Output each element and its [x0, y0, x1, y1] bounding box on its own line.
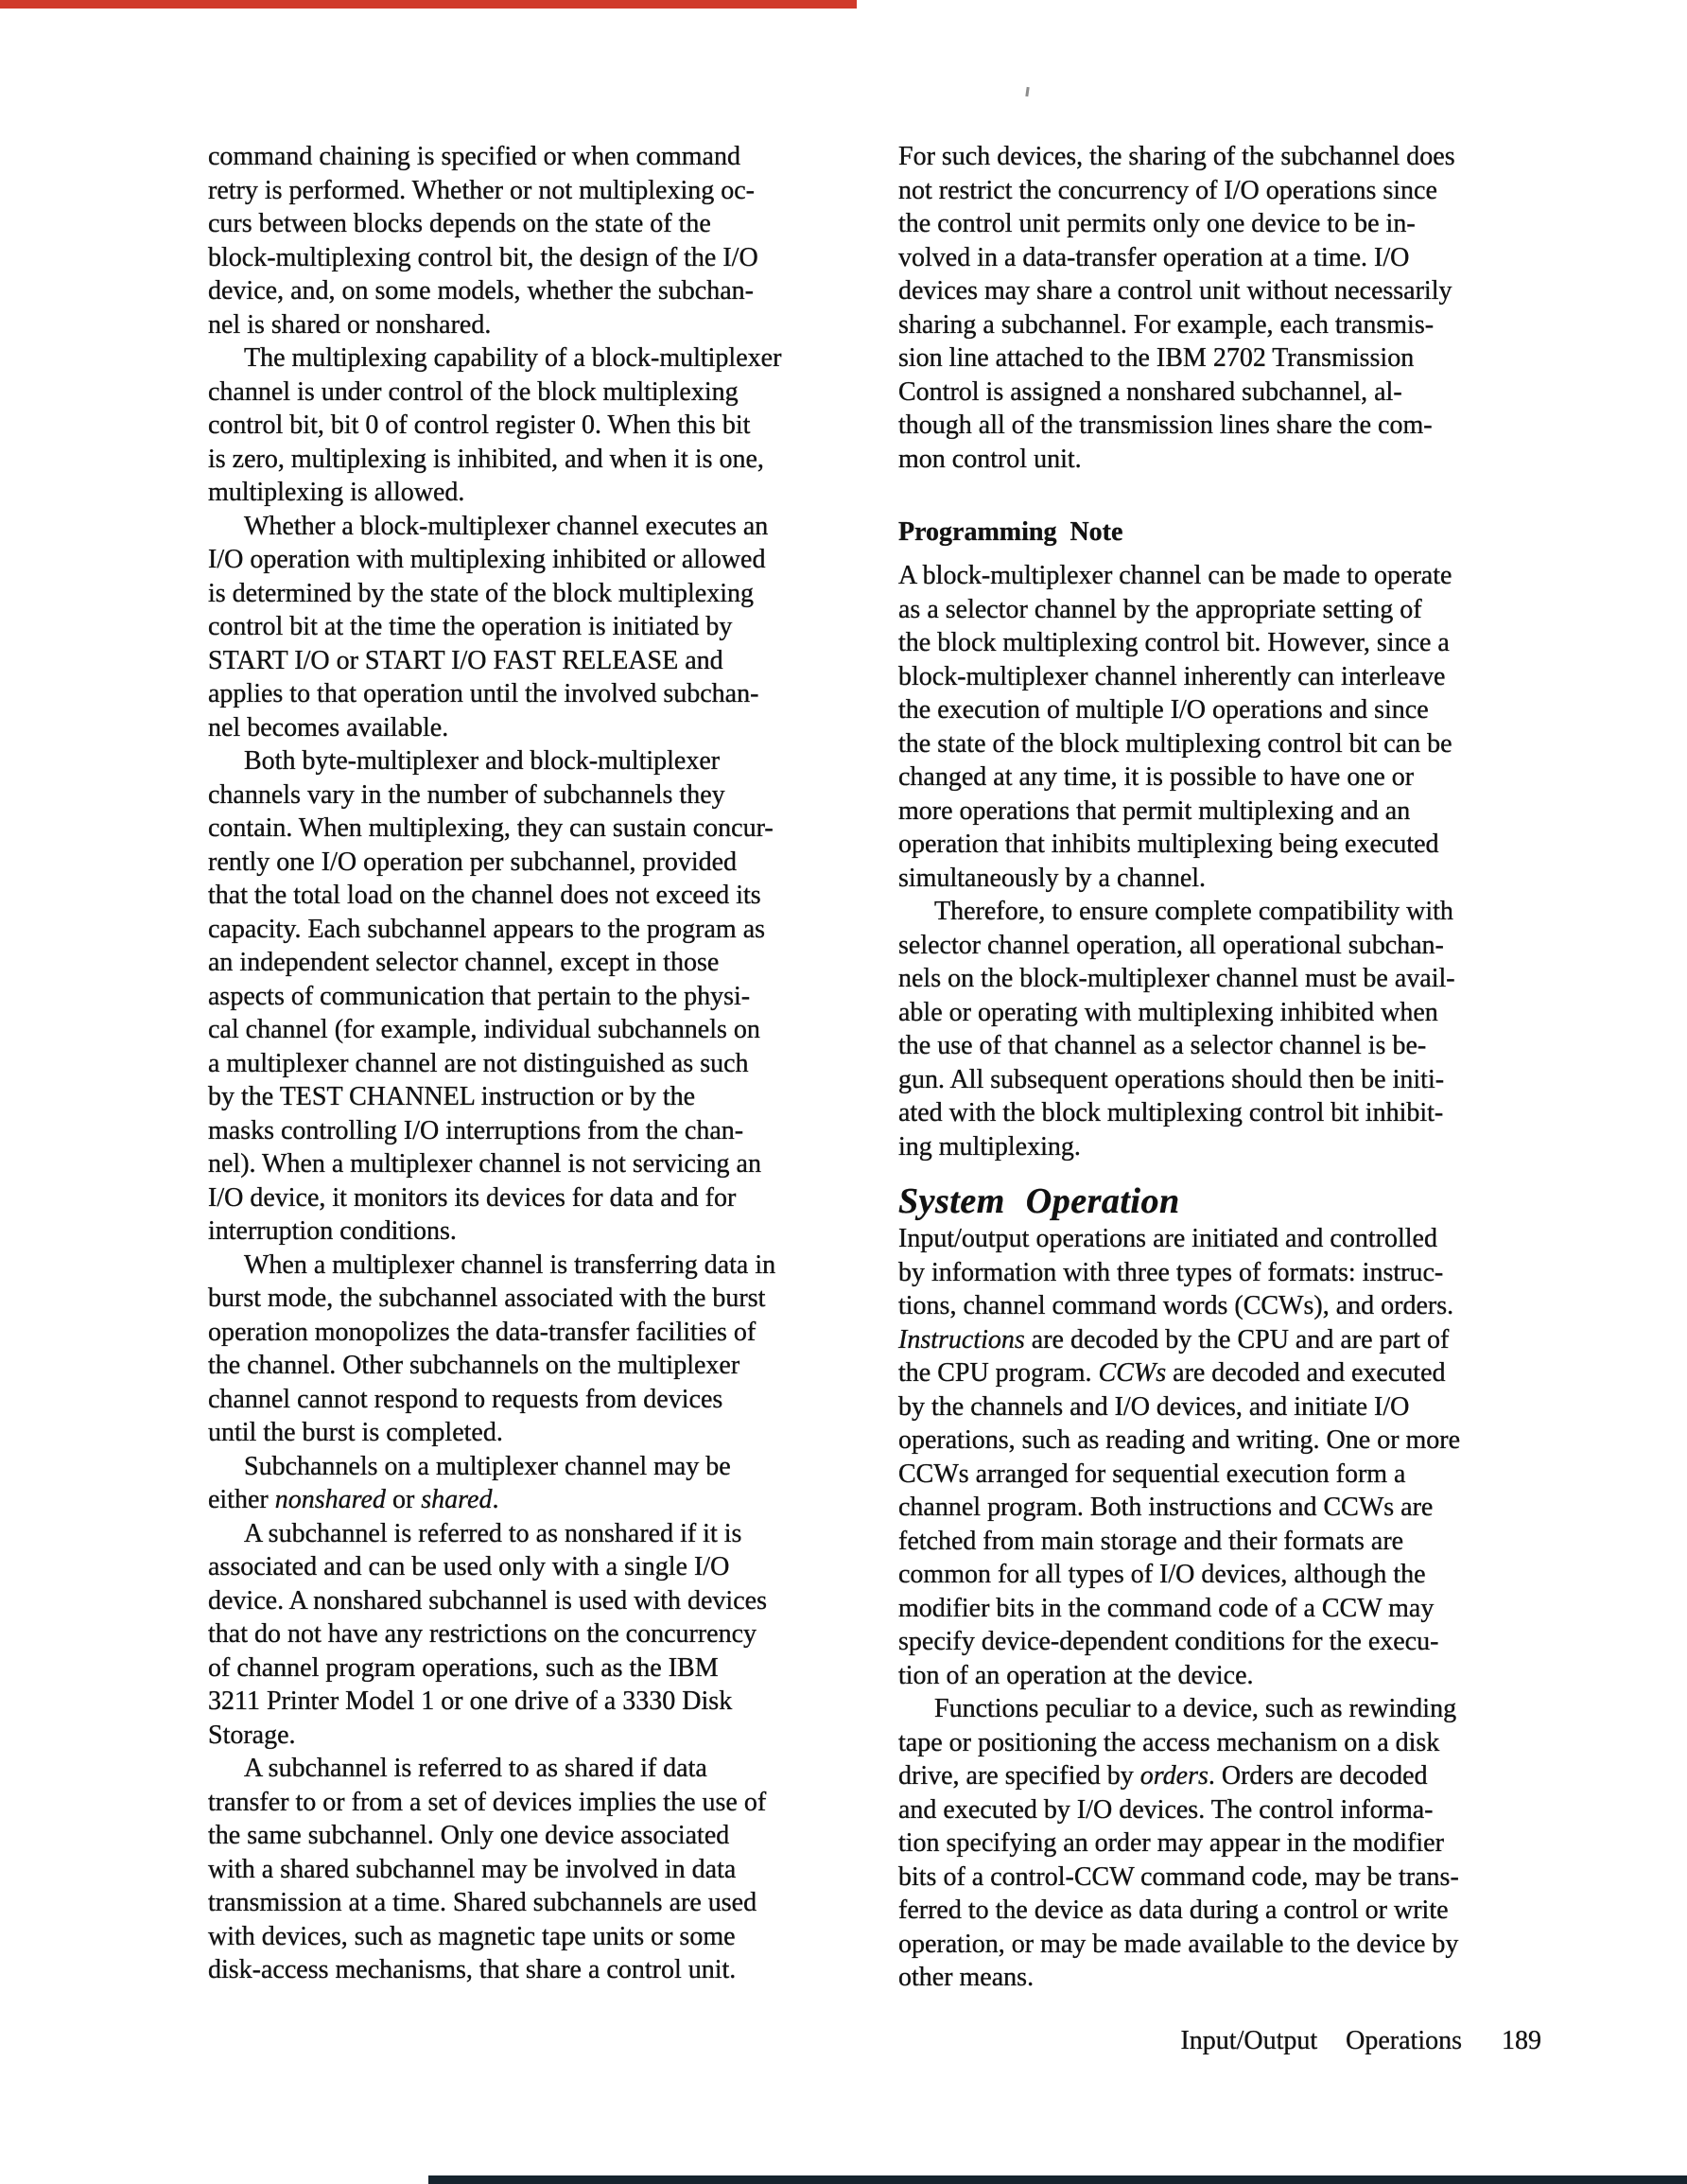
text-line: [898, 1928, 1555, 1962]
text-run: modifier bits in the command code of a CCW may: [898, 1593, 1435, 1623]
text-run: A subchannel is referred to as shared if data: [244, 1754, 707, 1783]
paragraph: [898, 895, 1555, 1163]
italic-term: shared: [421, 1485, 493, 1514]
text-run: START I/O or START I/O FAST RELEASE and: [208, 645, 723, 675]
text-run: curs between blocks depends on the state of the: [208, 209, 711, 238]
text-run: bits of a control-CCW command code, may be trans-: [898, 1861, 1459, 1892]
text-run: gun. All subsequent operations should then be initi-: [898, 1064, 1445, 1094]
text-line: [898, 1222, 1555, 1256]
text-line: [208, 1080, 842, 1114]
text-line: [208, 1853, 842, 1887]
text-run: by the TEST CHANNEL instruction or by the: [208, 1082, 696, 1111]
text-run: either: [208, 1485, 275, 1514]
text-line: [898, 1726, 1555, 1760]
text-line: [898, 341, 1555, 376]
text-line: [208, 1316, 842, 1350]
italic-term: orders: [1139, 1761, 1209, 1791]
text-run: rently one I/O operation per subchannel, provided: [208, 847, 738, 877]
text-run: is zero, multiplexing is inhibited, and when it is one,: [208, 444, 764, 474]
text-line: [208, 1249, 842, 1283]
text-line: [898, 1130, 1555, 1164]
text-line: [208, 207, 842, 241]
text-run: block-multiplexing control bit, the design of the I/O: [208, 242, 758, 272]
text-line: [898, 559, 1555, 593]
text-run: Functions peculiar to a device, such as rewinding: [934, 1694, 1457, 1723]
footer-page-number: 189: [1502, 2026, 1541, 2055]
text-line: [208, 476, 842, 510]
text-run: Subchannels on a multiplexer channel may be: [244, 1451, 731, 1481]
text-run: simultaneously by a channel.: [898, 863, 1207, 893]
text-run: fetched from main storage and their formats are: [898, 1526, 1404, 1556]
text-run: tions, channel command words (CCWs), and orders.: [898, 1291, 1454, 1320]
text-line: [898, 174, 1555, 208]
text-run: tion specifying an order may appear in the modifier: [898, 1828, 1444, 1858]
text-run: sharing a subchannel. For example, each transmis-: [898, 309, 1435, 340]
text-line: [898, 1592, 1555, 1626]
text-run: control bit, bit 0 of control register 0. When this bit: [208, 411, 751, 440]
italic-term: CCWs: [1098, 1358, 1167, 1388]
text-line: [898, 1861, 1555, 1895]
text-run: associated and can be used only with a single I/O: [208, 1552, 730, 1581]
text-run: CCWs arranged for sequential execution form a: [898, 1459, 1406, 1489]
text-line: [208, 1819, 842, 1853]
text-run: drive, are specified by: [898, 1761, 1140, 1791]
text-line: [898, 274, 1555, 308]
text-run: are decoded by the CPU and are part of: [1024, 1324, 1450, 1354]
text-line: [208, 980, 842, 1014]
text-line: [208, 1584, 842, 1618]
text-run: by information with three types of formats: instruc-: [898, 1257, 1444, 1287]
text-line: [208, 744, 842, 778]
text-run: tion of an operation at the device.: [898, 1660, 1254, 1690]
text-run: ing multiplexing.: [898, 1131, 1081, 1162]
text-run: not restrict the concurrency of I/O operations since: [898, 175, 1437, 205]
text-line: [898, 1323, 1555, 1357]
text-line: [898, 1525, 1555, 1559]
text-run: A subchannel is referred to as nonshared if it is: [244, 1518, 742, 1548]
text-run: an independent selector channel, except in those: [208, 948, 720, 977]
text-run: is determined by the state of the block multiplexing: [208, 578, 754, 608]
italic-term: Instructions: [898, 1324, 1025, 1354]
text-line: [898, 207, 1555, 241]
text-line: [898, 1692, 1555, 1726]
text-line: [898, 1826, 1555, 1861]
text-line: [208, 1047, 842, 1081]
text-run: transmission at a time. Shared subchannels are used: [208, 1888, 757, 1917]
text-line: [898, 1356, 1555, 1390]
text-line: [898, 1063, 1555, 1097]
system-operation-heading: System Operation: [898, 1181, 1180, 1221]
text-run: channels vary in the number of subchannels they: [208, 779, 725, 810]
text-run: sion line attached to the IBM 2702 Transmission: [898, 343, 1415, 373]
text-run: cal channel (for example, individual subchannels on: [208, 1015, 760, 1044]
paragraph: [208, 510, 842, 745]
text-run: . Orders are decoded: [1208, 1761, 1428, 1791]
text-line: [898, 1029, 1555, 1063]
text-run: masks controlling I/O interruptions from the chan-: [208, 1115, 744, 1145]
scan-speck: [1025, 87, 1029, 96]
text-run: the execution of multiple I/O operations and since: [898, 695, 1429, 725]
text-line: [898, 962, 1555, 996]
text-run: block-multiplexer channel inherently can interleave: [898, 661, 1446, 691]
text-run: interruption conditions.: [208, 1216, 457, 1246]
right-text-column: [898, 140, 1555, 1995]
text-line: [208, 644, 842, 678]
text-run: mon control unit.: [898, 444, 1082, 474]
text-line: [208, 879, 842, 913]
text-line: [208, 1550, 842, 1584]
text-run: nel is shared or nonshared.: [208, 309, 492, 340]
text-line: [208, 1920, 842, 1954]
text-line: [208, 510, 842, 544]
text-line: [898, 1491, 1555, 1525]
text-run: common for all types of I/O devices, although the: [898, 1560, 1426, 1589]
text-line: [898, 626, 1555, 660]
text-line: [208, 913, 842, 947]
text-line: [208, 677, 842, 711]
text-run: until the burst is completed.: [208, 1418, 503, 1447]
text-run: operation that inhibits multiplexing being executed: [898, 830, 1439, 859]
text-line: [208, 1483, 842, 1517]
italic-term: nonshared: [274, 1485, 386, 1514]
text-line: [898, 1961, 1555, 1995]
text-run: channel is under control of the block multiplexing: [208, 376, 739, 407]
text-line: [208, 1886, 842, 1920]
paragraph: [208, 1450, 842, 1517]
text-line: [898, 1625, 1555, 1659]
text-run: by the channels and I/O devices, and initiate I/O: [898, 1391, 1410, 1422]
text-line: [898, 1759, 1555, 1793]
paragraph: [208, 140, 842, 341]
text-run: the same subchannel. Only one device associated: [208, 1821, 730, 1850]
text-run: device. A nonshared subchannel is used with devices: [208, 1585, 767, 1616]
text-run: nel). When a multiplexer channel is not servicing an: [208, 1149, 761, 1179]
text-run: other means.: [898, 1963, 1035, 1992]
text-line: [208, 140, 842, 174]
text-run: command chaining is specified or when command: [208, 142, 740, 171]
text-run: .: [492, 1485, 499, 1514]
text-run: Both byte-multiplexer and block-multiplexer: [244, 746, 721, 776]
text-line: [898, 409, 1555, 443]
text-line: [208, 812, 842, 846]
text-line: [898, 828, 1555, 862]
text-run: Whether a block-multiplexer channel executes an: [244, 511, 769, 541]
text-line: [208, 577, 842, 611]
text-run: channel program. Both instructions and CCWs are: [898, 1493, 1434, 1522]
text-run: nel becomes available.: [208, 712, 449, 743]
footer-section-title: Input/Output: [1180, 2026, 1318, 2055]
text-line: [898, 660, 1555, 694]
text-run: volved in a data-transfer operation at a time. I/O: [898, 242, 1410, 272]
text-run: are decoded and executed: [1166, 1358, 1446, 1388]
text-line: [208, 308, 842, 342]
text-line: [898, 727, 1555, 761]
text-line: [898, 1390, 1555, 1424]
text-run: a multiplexer channel are not distinguished as such: [208, 1048, 749, 1078]
footer-chapter-title: Operations: [1346, 2026, 1462, 2055]
paragraph: [208, 744, 842, 1249]
text-run: ferred to the device as data during a control or write: [898, 1896, 1449, 1925]
text-run: able or operating with multiplexing inhibited when: [898, 997, 1438, 1027]
scan-edge-bar-bottom: [428, 2175, 1687, 2184]
text-run: The multiplexing capability of a block-multiplexer: [244, 343, 782, 373]
text-line: [898, 862, 1555, 896]
text-run: or: [385, 1485, 422, 1514]
text-run: Therefore, to ensure complete compatibility with: [934, 897, 1453, 926]
text-line: [208, 409, 842, 443]
text-line: [208, 946, 842, 980]
text-line: [208, 1651, 842, 1686]
text-line: [208, 376, 842, 410]
text-run: channel cannot respond to requests from devices: [208, 1384, 723, 1414]
text-line: [208, 1517, 842, 1551]
text-line: [898, 1793, 1555, 1827]
text-run: Input/output operations are initiated and controlled: [898, 1224, 1437, 1253]
text-run: changed at any time, it is possible to have one or: [898, 762, 1415, 792]
text-run: retry is performed. Whether or not multiplexing oc-: [208, 175, 755, 205]
text-run: specify device-dependent conditions for the execu-: [898, 1627, 1439, 1656]
text-run: more operations that permit multiplexing and an: [898, 795, 1411, 826]
text-run: contain. When multiplexing, they can sustain concur-: [208, 813, 774, 843]
text-line: [208, 1685, 842, 1719]
text-line: [898, 241, 1555, 275]
text-run: and executed by I/O devices. The control informa-: [898, 1794, 1434, 1825]
text-line: [898, 1458, 1555, 1492]
text-line: [208, 1786, 842, 1820]
text-line: [898, 795, 1555, 829]
text-line: [898, 1289, 1555, 1323]
paragraph: [898, 1692, 1555, 1995]
text-line: [208, 1349, 842, 1383]
paragraph: [898, 559, 1555, 895]
paragraph: [898, 140, 1555, 476]
paragraph: [208, 341, 842, 510]
text-line: [898, 1659, 1555, 1693]
text-run: disk-access mechanisms, that share a control unit.: [208, 1955, 737, 1984]
text-line: [208, 543, 842, 577]
text-line: [208, 274, 842, 308]
text-line: [208, 241, 842, 275]
text-run: capacity. Each subchannel appears to the program as: [208, 914, 766, 944]
text-run: control bit at the time the operation is initiated by: [208, 612, 733, 641]
text-run: with a shared subchannel may be involved in data: [208, 1854, 737, 1884]
text-line: [208, 1383, 842, 1417]
paragraph: [898, 1222, 1555, 1692]
text-line: [208, 1617, 842, 1651]
text-line: [208, 1181, 842, 1215]
text-run: the use of that channel as a selector channel is be-: [898, 1031, 1427, 1060]
text-run: as a selector channel by the appropriate setting of: [898, 594, 1422, 624]
text-run: that the total load on the channel does not exceed its: [208, 881, 761, 910]
text-run: though all of the transmission lines share the com-: [898, 411, 1433, 440]
text-line: [898, 140, 1555, 174]
text-run: that do not have any restrictions on the concurrency: [208, 1619, 757, 1649]
paragraph: [208, 1517, 842, 1753]
text-run: applies to that operation until the involved subchan-: [208, 679, 759, 708]
text-run: operation monopolizes the data-transfer facilities of: [208, 1317, 757, 1347]
text-line: [208, 1013, 842, 1047]
text-line: [898, 929, 1555, 963]
text-run: When a multiplexer channel is transferring data in: [244, 1249, 776, 1280]
text-run: operation, or may be made available to the device by: [898, 1929, 1459, 1959]
text-run: the state of the block multiplexing control bit can be: [898, 728, 1452, 759]
text-line: [208, 1450, 842, 1484]
text-run: For such devices, the sharing of the subchannel does: [898, 142, 1455, 171]
text-line: [208, 1282, 842, 1316]
text-run: Control is assigned a nonshared subchannel, al-: [898, 376, 1402, 407]
text-run: Storage.: [208, 1720, 296, 1750]
text-line: [898, 593, 1555, 627]
text-run: device, and, on some models, whether the subchan-: [208, 276, 754, 306]
text-line: [208, 443, 842, 477]
text-run: A block-multiplexer channel can be made to operate: [898, 561, 1452, 590]
page-footer: [898, 2024, 1541, 2057]
text-line: [208, 846, 842, 880]
text-line: [208, 1416, 842, 1450]
text-line: [898, 1256, 1555, 1290]
text-line: [898, 308, 1555, 342]
text-line: [208, 1752, 842, 1786]
text-run: with devices, such as magnetic tape units or some: [208, 1921, 736, 1951]
paragraph: [208, 1752, 842, 1987]
text-line: [208, 778, 842, 812]
text-line: [208, 174, 842, 208]
text-run: 3211 Printer Model 1 or one drive of a 3330 Disk: [208, 1686, 733, 1716]
text-run: ated with the block multiplexing control bit inhibit-: [898, 1098, 1444, 1127]
text-line: [208, 341, 842, 376]
text-run: the channel. Other subchannels on the multiplexer: [208, 1351, 740, 1380]
text-run: I/O operation with multiplexing inhibited or allowed: [208, 545, 766, 574]
text-line: [898, 895, 1555, 929]
text-line: [208, 1719, 842, 1753]
text-line: [208, 1953, 842, 1987]
text-line: [208, 711, 842, 745]
text-line: [898, 693, 1555, 727]
text-run: nels on the block-multiplexer channel must be avail-: [898, 964, 1455, 993]
text-run: operations, such as reading and writing. One or more: [898, 1425, 1461, 1455]
text-line: [898, 1558, 1555, 1592]
text-line: [208, 1114, 842, 1148]
paragraph: [208, 1249, 842, 1450]
text-line: [898, 443, 1555, 477]
text-line: [208, 610, 842, 644]
scan-edge-bar-top: [0, 0, 857, 9]
text-run: aspects of communication that pertain to the physi-: [208, 981, 751, 1011]
text-run: of channel program operations, such as the IBM: [208, 1652, 719, 1683]
text-run: transfer to or from a set of devices implies the use of: [208, 1787, 767, 1817]
text-run: burst mode, the subchannel associated with the burst: [208, 1284, 766, 1313]
text-run: selector channel operation, all operational subchan-: [898, 930, 1444, 960]
text-run: devices may share a control unit without necessarily: [898, 276, 1452, 306]
text-line: [898, 1894, 1555, 1928]
text-run: the CPU program.: [898, 1358, 1099, 1388]
left-text-column: [208, 140, 842, 1987]
text-line: [898, 376, 1555, 410]
programming-note-heading: Programming Note: [898, 517, 1123, 547]
text-line: [208, 1214, 842, 1249]
text-line: [208, 1147, 842, 1181]
text-line: [898, 1096, 1555, 1130]
text-line: [898, 760, 1555, 795]
text-run: I/O device, it monitors its devices for data and for: [208, 1182, 737, 1213]
text-run: multiplexing is allowed.: [208, 478, 465, 507]
text-run: the control unit permits only one device to be in-: [898, 209, 1416, 238]
text-line: [898, 1424, 1555, 1458]
text-line: [898, 996, 1555, 1030]
text-run: the block multiplexing control bit. However, since a: [898, 628, 1450, 657]
text-run: tape or positioning the access mechanism on a disk: [898, 1727, 1440, 1757]
